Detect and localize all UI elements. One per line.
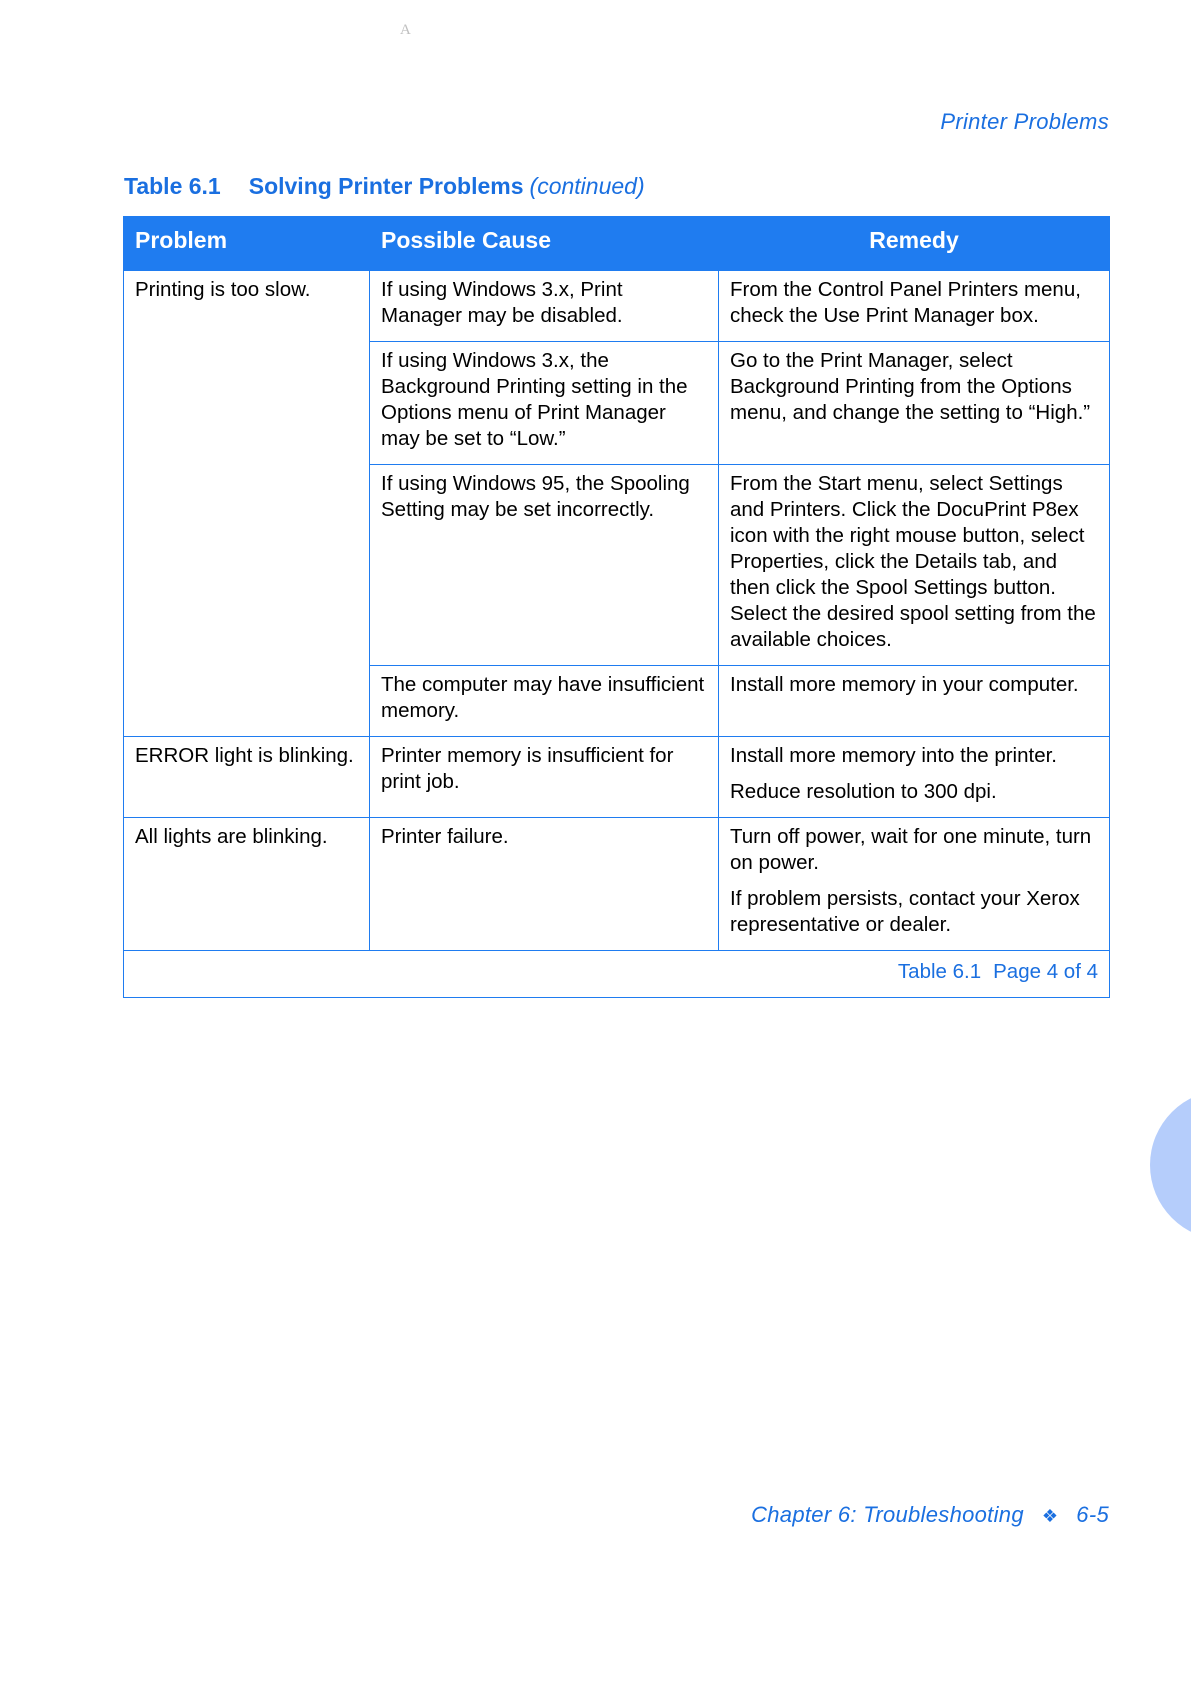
side-tab <box>1150 1090 1191 1240</box>
cause-cell: If using Windows 95, the Spooling Setting may be set incorrectly. <box>370 465 719 666</box>
remedy-text: Install more memory in your computer. <box>730 673 1079 696</box>
remedy-cell <box>719 818 1110 951</box>
diamond-icon: ❖ <box>1041 1506 1059 1526</box>
cause-cell: Printer failure. <box>370 818 719 951</box>
remedy-cell <box>719 737 1110 818</box>
table-row <box>124 271 1110 342</box>
header-remedy: Remedy <box>719 217 1110 271</box>
remedy-text: Install more memory into the printer. <box>730 744 1057 767</box>
remedy-text: If problem persists, contact your Xerox representative or dealer. <box>730 887 1080 936</box>
table-footer-cell <box>124 951 1110 998</box>
problem-cell: ERROR light is blinking. <box>124 737 370 818</box>
table-footer-row <box>124 951 1110 998</box>
table-caption <box>124 173 645 200</box>
table-row <box>124 818 1110 951</box>
problems-table <box>123 216 1110 998</box>
cause-cell: If using Windows 3.x, the Background Printing setting in the Options menu of Print Manager may be set to “Low.” <box>370 342 719 465</box>
table-footer-ref: Table 6.1 <box>897 960 982 983</box>
header-problem: Problem <box>124 217 370 271</box>
table-title: Solving Printer Problems <box>248 173 524 199</box>
header-possible-cause: Possible Cause <box>370 217 719 271</box>
page-footer <box>751 1502 1109 1528</box>
remedy-cell <box>719 342 1110 465</box>
remedy-cell <box>719 271 1110 342</box>
remedy-text: Turn off power, wait for one minute, turn on power. <box>730 825 1092 874</box>
cause-cell: The computer may have insufficient memory. <box>370 666 719 737</box>
table-row <box>124 737 1110 818</box>
remedy-text: Reduce resolution to 300 dpi. <box>730 780 997 803</box>
remedy-text: From the Start menu, select Settings and Printers. Click the DocuPrint P8ex icon with the right mouse button, select Properties, click the Details tab, and then click the Spool Settings button. Select the desired spool setting from the available choices. <box>730 472 1096 651</box>
footer-page-number: 6-5 <box>1076 1502 1109 1527</box>
table-continued: (continued) <box>529 173 645 199</box>
problem-cell: Printing is too slow. <box>124 271 370 737</box>
problem-cell: All lights are blinking. <box>124 818 370 951</box>
cause-cell: Printer memory is insufficient for print job. <box>370 737 719 818</box>
cause-cell: If using Windows 3.x, Print Manager may be disabled. <box>370 271 719 342</box>
footer-chapter: Chapter 6: Troubleshooting <box>751 1502 1024 1527</box>
running-head: Printer Problems <box>940 109 1109 134</box>
remedy-cell <box>719 666 1110 737</box>
remedy-text: From the Control Panel Printers menu, check the Use Print Manager box. <box>730 278 1081 327</box>
table-footer-page: Page 4 of 4 <box>993 960 1098 983</box>
table-header-row <box>124 217 1110 271</box>
table-number: Table 6.1 <box>124 173 221 199</box>
remedy-cell <box>719 465 1110 666</box>
corner-mark: A <box>400 22 411 38</box>
remedy-text: Go to the Print Manager, select Background Printing from the Options menu, and change the setting to “High.” <box>730 349 1091 424</box>
